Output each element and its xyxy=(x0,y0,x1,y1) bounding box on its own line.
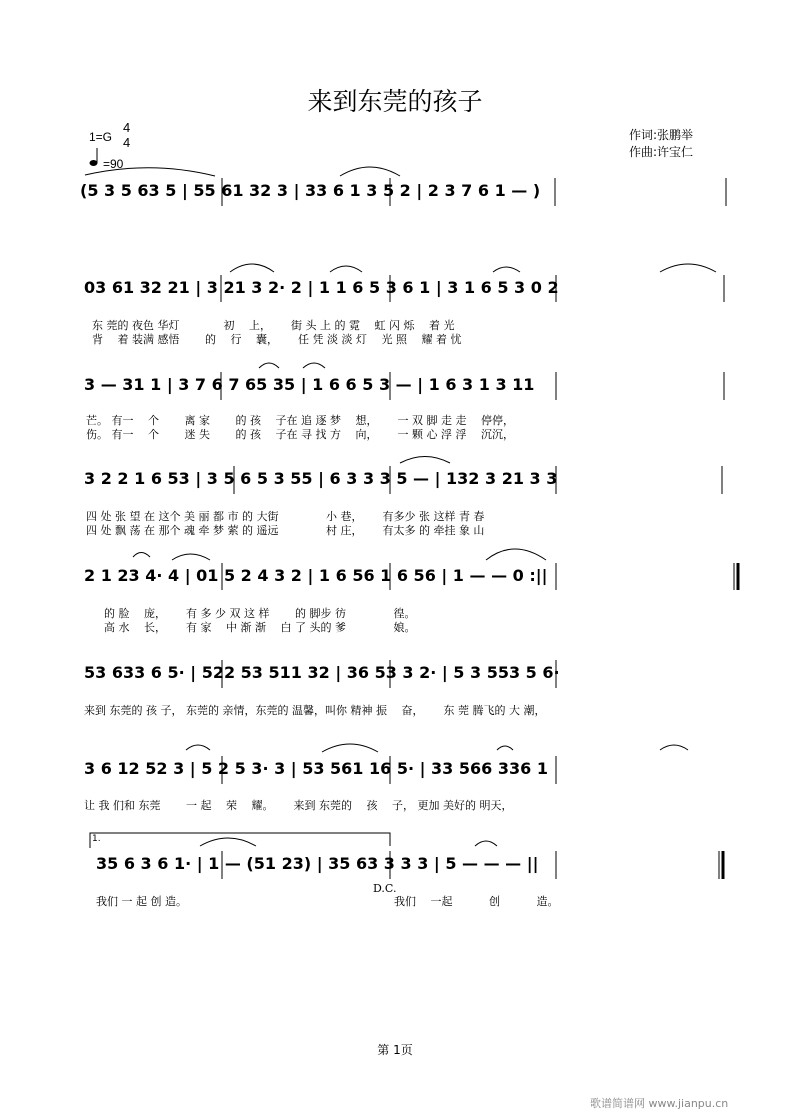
lyrics-row-7: 让 我 们和 东莞 一 起 荣 耀。 来到 东莞的 孩 子， 更加 美好的 明天， xyxy=(84,799,513,812)
page-number: 第 1页 xyxy=(377,1043,413,1057)
score-row-7: 3 6 12 52 3 | 5 2 5 3· 3 | 53 561 16 5· | 33 566 336 1 xyxy=(84,759,548,778)
lyrics-row-4-verse-1: 四 处 张 望 在 这个 美 丽 都 市 的 大街 小 巷， 有多少 张 这样 青 春 xyxy=(86,510,485,523)
lyrics-row-8-first: 我们 一 起 创 造。 xyxy=(96,895,187,908)
volta-label: 1. xyxy=(92,834,101,844)
lyrics-row-5-verse-1: 的 脸 庞， 有 多 少 双 这 样 的 脚步 彷 徨。 xyxy=(104,607,416,620)
song-title: 来到东莞的孩子 xyxy=(307,87,483,116)
key-signature: 1=G xyxy=(89,130,113,144)
score-row-3: 3 — 31 1 | 3 7 6 7 65 35 | 1 6 6 5 3 — | 1 6 3 1 3 11 xyxy=(84,375,535,394)
lyrics-row-8-second: 我们 一起 创 造。 xyxy=(394,895,559,908)
score-row-1: (5 3 5 63 5 | 55 61 32 3 | 33 6 1 3 5 2 | 2 3 7 6 1 — ) xyxy=(80,181,541,200)
lyrics-row-3-verse-2: 伤。 有一 个 迷 失 的 孩 子在 寻 找 方 向， 一 颗 心 浮 浮 沉沉， xyxy=(86,428,514,441)
lyrics-row-2-verse-2: 背 着 装满 感悟 的 行 囊， 任 凭 淡 淡 灯 光 照 耀 着 忧 xyxy=(92,333,462,346)
watermark: 歌谱简谱网 www.jianpu.cn xyxy=(590,1097,729,1110)
lyrics-row-4-verse-2: 四 处 飘 荡 在 那个 魂 牵 梦 萦 的 遥远 村 庄， 有太多 的 牵挂 象 山 xyxy=(86,524,485,537)
score-row-6: 53 633 6 5· | 522 53 511 32 | 36 53 3 2· | 5 3 553 5 6· xyxy=(84,663,560,682)
da-capo-mark: D.C. xyxy=(373,882,397,895)
lyrics-row-2-verse-1: 东 莞的 夜色 华灯 初 上， 街 头 上 的 霓 虹 闪 烁 着 光 xyxy=(92,319,455,332)
time-bottom: 4 xyxy=(123,135,131,150)
tempo-marking: =90 xyxy=(103,157,124,171)
lyrics-row-6: 来到 东莞的 孩 子， 东莞的 亲情，东莞的 温馨，叫你 精神 振 奋， 东 莞 腾飞的 大 潮， xyxy=(84,704,546,717)
score-row-5: 2 1 23 4· 4 | 01 5 2 4 3 2 | 1 6 56 1 6 56 | 1 — — 0 :|| xyxy=(84,566,548,585)
time-top: 4 xyxy=(123,120,131,135)
lyricist: 作词:张鹏举 xyxy=(629,128,694,142)
score-row-2: 03 61 32 21 | 3 21 3 2· 2 | 1 1 6 5 3 6 1 | 3 1 6 5 3 0 2 xyxy=(84,278,559,297)
lyrics-row-5-verse-2: 高 水 长， 有 家 中 渐 渐 白 了 头的 爹 娘。 xyxy=(104,621,416,634)
score-row-8: 35 6 3 6 1· | 1 — (51 23) | 35 63 3 3 3 | 5 — — — || xyxy=(96,854,539,873)
score-row-4: 3 2 2 1 6 53 | 3 5 6 5 3 55 | 6 3 3 3 5 — | 132 3 21 3 3 xyxy=(84,469,558,488)
composer: 作曲:许宝仁 xyxy=(629,145,694,159)
lyrics-row-3-verse-1: 芒。 有一 个 离 家 的 孩 子在 追 逐 梦 想， 一 双 脚 走 走 停停， xyxy=(86,414,514,427)
